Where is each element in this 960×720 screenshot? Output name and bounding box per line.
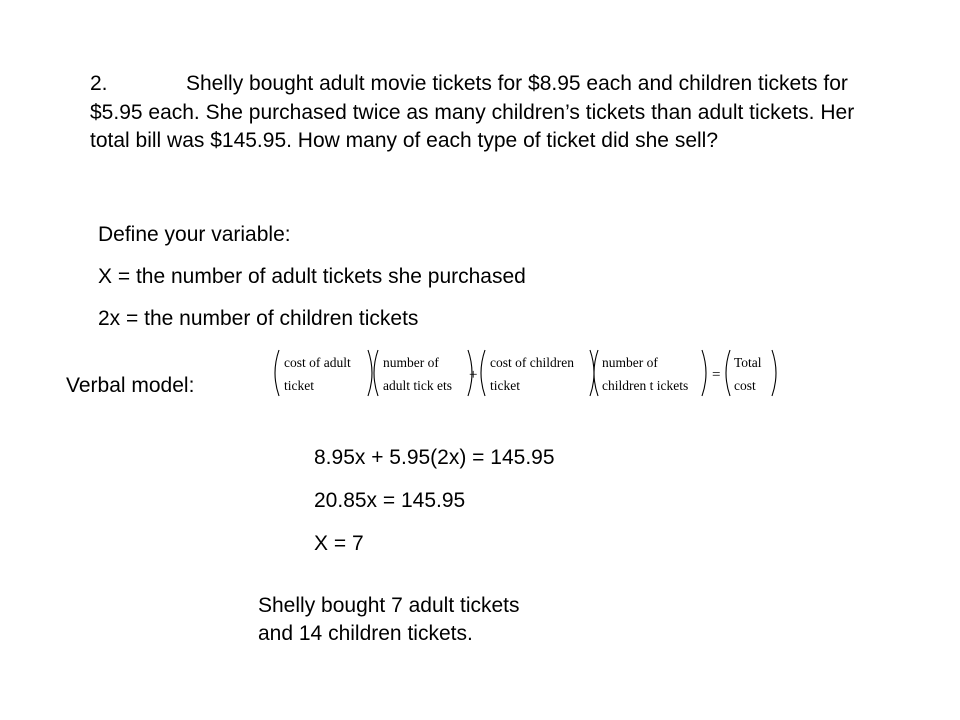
verbal-term-cost-adult (275, 350, 372, 396)
verbal-term-number-children (594, 350, 706, 396)
term-line2: ticket (284, 378, 314, 393)
problem-text: Shelly bought adult movie tickets for $8.95 each and children tickets for $5.95 each. She purchased twice as many children’s tickets than adult tickets. Her total bill was $145.95. How many of each type of ticket did she sell? (90, 72, 855, 152)
answer-line: Shelly bought 7 adult tickets (258, 594, 520, 617)
term-line1: Total (734, 355, 762, 370)
term-line1: number of (383, 355, 439, 370)
verbal-model-equation (272, 344, 788, 402)
equation-step: 20.85x = 145.95 (314, 489, 466, 512)
right-paren (590, 350, 594, 396)
right-paren (772, 350, 776, 396)
variable-definitions (98, 214, 526, 340)
answer-line: and 14 children tickets. (258, 622, 473, 645)
term-line2: children t ickets (602, 378, 689, 393)
variable-definition-adult: X = the number of adult tickets she purchased (98, 265, 526, 288)
left-paren (481, 350, 485, 396)
define-heading: Define your variable: (98, 223, 291, 246)
problem-number: 2. (90, 72, 108, 95)
left-paren (594, 350, 598, 396)
variable-definition-children: 2x = the number of children tickets (98, 307, 419, 330)
problem-statement (90, 70, 880, 156)
term-line1: cost of children (490, 355, 574, 370)
term-line1: number of (602, 355, 658, 370)
verbal-term-total-cost (726, 350, 776, 396)
term-line2: cost (734, 378, 756, 393)
right-paren (702, 350, 706, 396)
term-line1: cost of adult (284, 355, 351, 370)
left-paren (726, 350, 730, 396)
plus-operator: + (469, 367, 478, 383)
answer-statement (258, 592, 520, 648)
verbal-model-label: Verbal model: (66, 374, 195, 397)
verbal-term-number-adult (374, 350, 472, 396)
left-paren (374, 350, 378, 396)
equation-step: 8.95x + 5.95(2x) = 145.95 (314, 446, 555, 469)
term-line2: ticket (490, 378, 520, 393)
term-line2: adult tick ets (383, 378, 452, 393)
right-paren (368, 350, 372, 396)
equals-operator: = (712, 367, 721, 383)
left-paren (275, 350, 279, 396)
equation-steps (314, 436, 555, 565)
equation-step: X = 7 (314, 532, 364, 555)
verbal-term-cost-children (481, 350, 594, 396)
